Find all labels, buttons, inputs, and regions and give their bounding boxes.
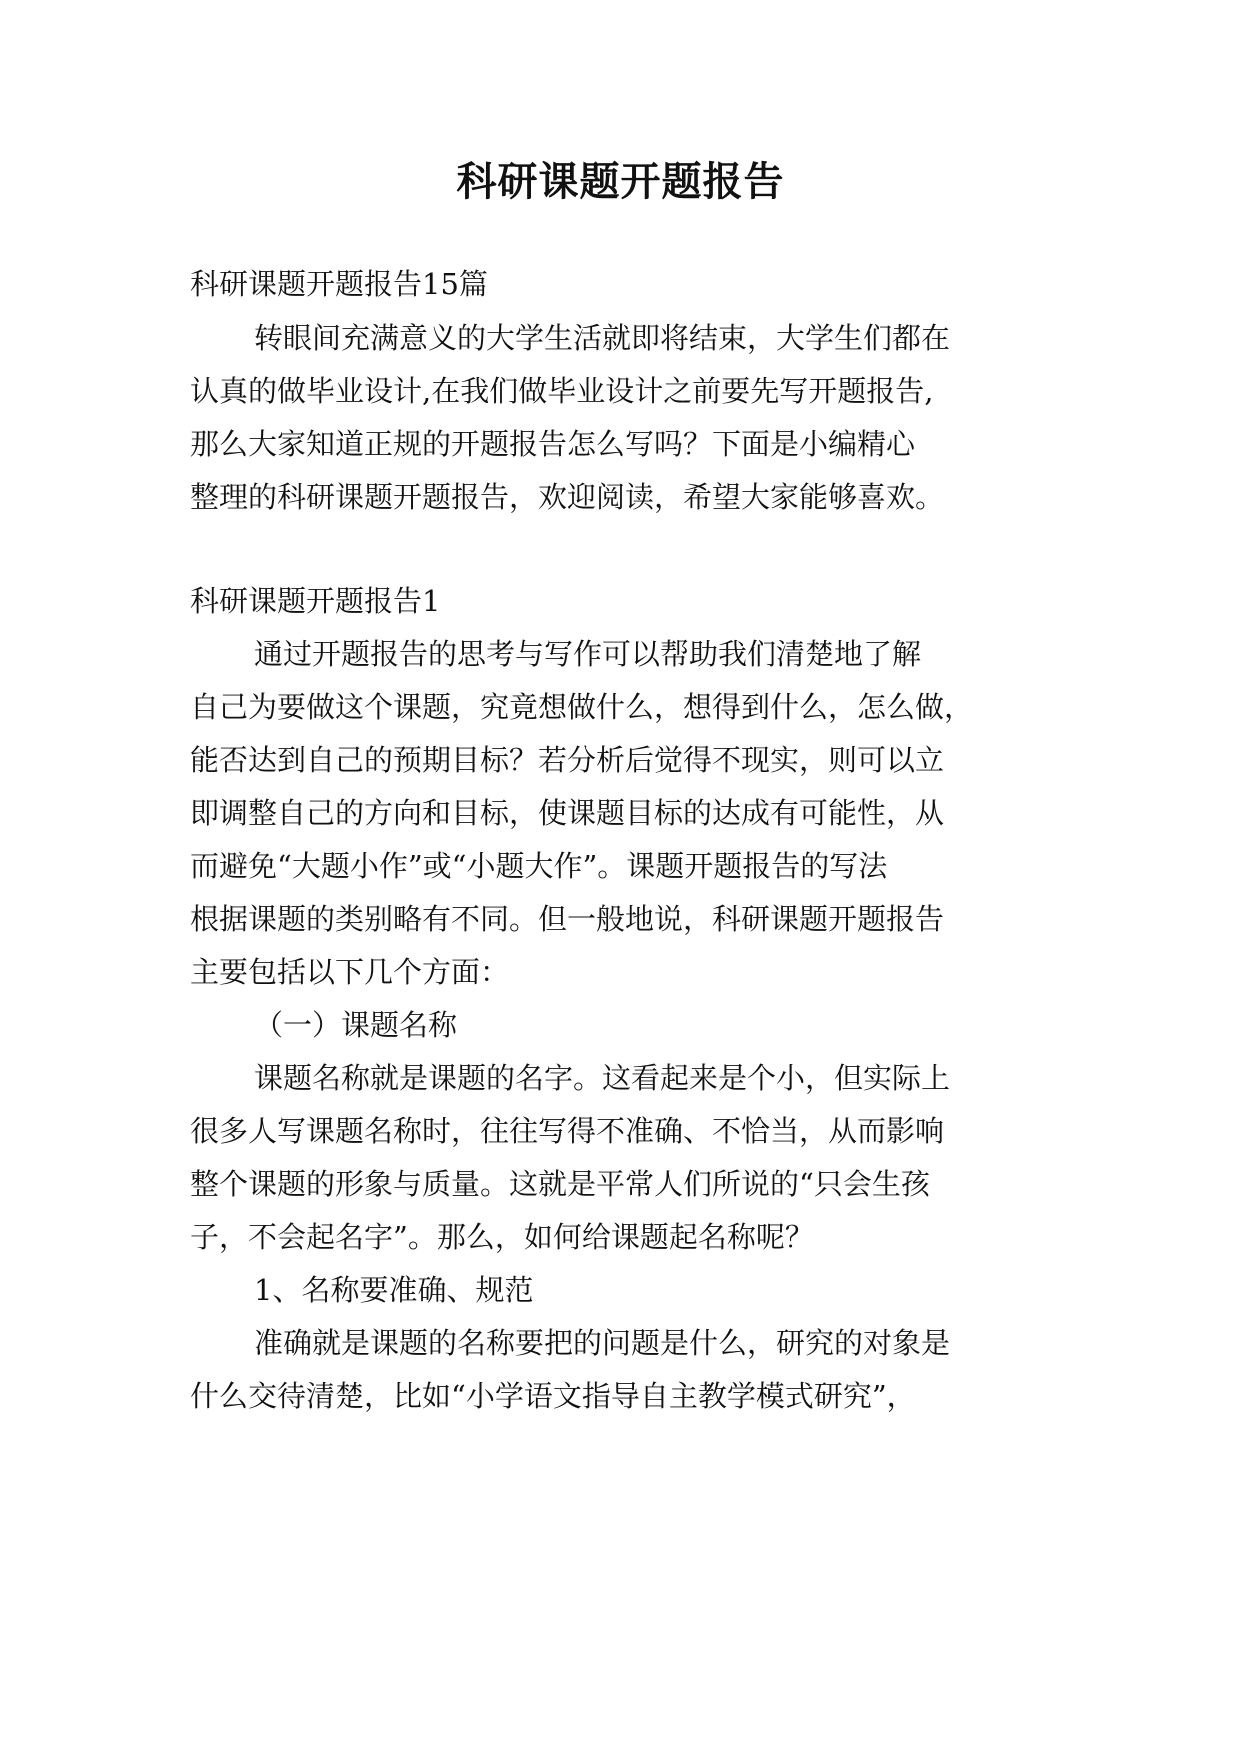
body-line-7: 主要包括以下几个方面： <box>190 955 510 989</box>
body-line-5: 而避免“大题小作”或“小题大作”。课题开题报告的写法 <box>190 849 888 883</box>
body-line-2: 自己为要做这个课题，究竟想做什么，想得到什么，怎么做， <box>190 690 974 724</box>
sub-heading: （一）课题名称 <box>254 1008 458 1042</box>
intro-line-3: 那么大家知道正规的开题报告怎么写吗？下面是小编精心 <box>190 427 916 461</box>
body-line-3: 能否达到自己的预期目标？若分析后觉得不现实，则可以立 <box>190 743 945 777</box>
body-line-1: 通过开题报告的思考与写作可以帮助我们清楚地了解 <box>254 637 922 671</box>
sub-body-line-4: 子，不会起名字”。那么，如何给课题起名称呢？ <box>190 1220 814 1254</box>
point-line-2: 什么交待清楚，比如“小学语文指导自主教学模式研究”， <box>190 1379 916 1413</box>
intro-line-1: 转眼间充满意义的大学生活就即将结束，大学生们都在 <box>254 321 951 355</box>
sub-body-line-1: 课题名称就是课题的名字。这看起来是个小，但实际上 <box>254 1061 951 1095</box>
document-subtitle: 科研课题开题报告15篇 <box>190 267 488 301</box>
body-line-4: 即调整自己的方向和目标，使课题目标的达成有可能性，从 <box>190 796 945 830</box>
point-line-1: 准确就是课题的名称要把的问题是什么，研究的对象是 <box>254 1326 951 1360</box>
section-heading: 科研课题开题报告1 <box>190 584 441 618</box>
document-title: 科研课题开题报告 <box>456 158 785 205</box>
intro-line-4: 整理的科研课题开题报告，欢迎阅读，希望大家能够喜欢。 <box>190 480 945 514</box>
sub-body-line-2: 很多人写课题名称时，往往写得不准确、不恰当，从而影响 <box>190 1114 945 1148</box>
intro-line-2: 认真的做毕业设计,在我们做毕业设计之前要先写开题报告, <box>190 374 934 408</box>
body-line-6: 根据课题的类别略有不同。但一般地说，科研课题开题报告 <box>190 902 945 936</box>
sub-body-line-3: 整个课题的形象与质量。这就是平常人们所说的“只会生孩 <box>190 1167 930 1201</box>
point-heading: 1、名称要准确、规范 <box>254 1273 534 1307</box>
